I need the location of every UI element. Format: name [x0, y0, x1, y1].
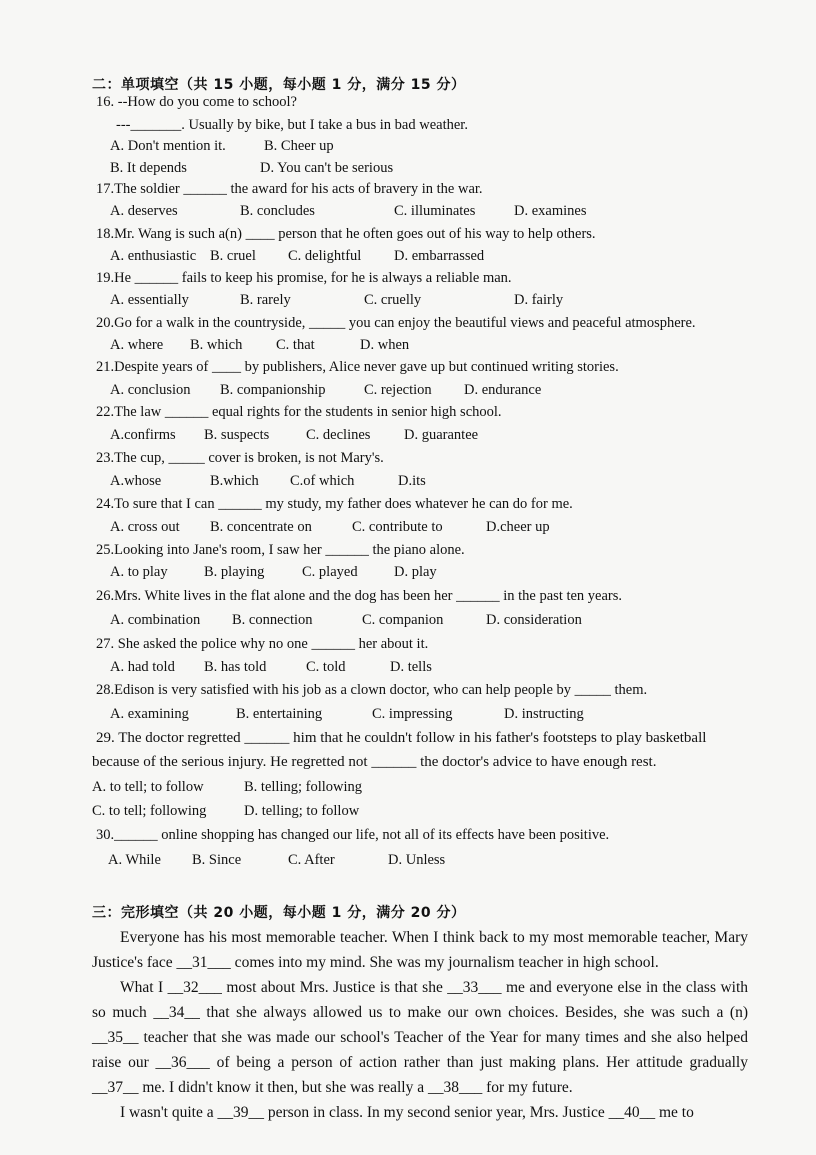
paragraph-text: What I __32___ most about Mrs. Justice is that she __33___ me and everyone else in the class with so much __34__ that she always allowed us to make our own choices. Besides, she was such a (n) __35__ teacher that she was made our school's Teacher of the Year for many times and she also helped raise our __36___ of being a person of action rather than just making plans. Her attitude gradually __37__ me. I didn't know it then, but she was really a __38___ for my future. — [92, 979, 748, 1096]
option-b: B. has told — [204, 659, 267, 675]
option-a: A. essentially — [110, 292, 189, 308]
option-d: D. telling; to follow — [244, 803, 360, 819]
option-d: D. tells — [390, 659, 432, 675]
option-c: C. contribute to — [352, 519, 443, 535]
option-d: D. instructing — [504, 706, 584, 722]
option-a: A. had told — [110, 659, 175, 675]
question-stem: 16. --How do you come to school? — [96, 94, 297, 110]
option-a: A. to play — [110, 564, 168, 580]
option-a: A. where — [110, 337, 164, 353]
question-stem: 26.Mrs. White lives in the flat alone and the dog has been her ______ in the past ten years. — [96, 588, 623, 604]
option-a: A. cross out — [110, 519, 180, 535]
option-d: D. play — [394, 564, 437, 580]
option-c: B. It depends — [110, 160, 187, 176]
question-stem: 19.He ______ fails to keep his promise, for he is always a reliable man. — [96, 270, 512, 286]
option-a: A. enthusiastic — [110, 248, 197, 264]
option-d: D.its — [398, 473, 426, 489]
question-stem: 21.Despite years of ____ by publishers, Alice never gave up but continued writing stories. — [96, 359, 619, 375]
option-a: A. Don't mention it. — [110, 138, 226, 154]
option-d: D.cheer up — [486, 519, 550, 535]
option-a: A. combination — [110, 612, 201, 628]
option-d: D. when — [360, 337, 410, 353]
question-stem: 29. The doctor regretted ______ him that he couldn't follow in his father's footsteps to play basketball — [96, 730, 707, 746]
option-a: A. examining — [110, 706, 189, 722]
cloze-paragraph — [92, 925, 748, 975]
option-a: A. to tell; to follow — [92, 779, 204, 795]
option-d: D. You can't be serious — [260, 160, 394, 176]
option-b: B. concludes — [240, 203, 315, 219]
option-a: A.whose — [110, 473, 162, 489]
option-b: B. rarely — [240, 292, 291, 308]
option-a: A.confirms — [110, 427, 176, 443]
section-title: 二：单项填空（共 15 小题，每小题 1 分，满分 15 分） — [92, 77, 466, 93]
option-d: D. consideration — [486, 612, 582, 628]
option-c: C. declines — [306, 427, 371, 443]
option-d: D. Unless — [388, 852, 446, 868]
question-stem: 24.To sure that I can ______ my study, my father does whatever he can do for me. — [96, 496, 573, 512]
option-b: B. suspects — [204, 427, 270, 443]
option-b: B. Since — [192, 852, 242, 868]
section-title: 三：完形填空（共 20 小题，每小题 1 分，满分 20 分） — [92, 905, 466, 921]
question-stem: 28.Edison is very satisfied with his job as a clown doctor, who can help people by _____ them. — [96, 682, 648, 698]
option-b: B. telling; following — [244, 779, 363, 795]
option-b: B. playing — [204, 564, 265, 580]
option-c: C. rejection — [364, 382, 432, 398]
question-stem: 23.The cup, _____ cover is broken, is not Mary's. — [96, 450, 384, 466]
option-a: A. conclusion — [110, 382, 191, 398]
option-c: C. companion — [362, 612, 444, 628]
question-stem: 27. She asked the police why no one ______ her about it. — [96, 636, 429, 652]
option-c: C. cruelly — [364, 292, 422, 308]
option-d: D. examines — [514, 203, 587, 219]
option-c: C. delightful — [288, 248, 362, 264]
option-c: C.of which — [290, 473, 355, 489]
question-line: ---_______. Usually by bike, but I take a bus in bad weather. — [116, 117, 468, 133]
question-stem: 18.Mr. Wang is such a(n) ____ person that he often goes out of his way to help others. — [96, 226, 596, 242]
option-b: B. companionship — [220, 382, 326, 398]
question-stem: 22.The law ______ equal rights for the students in senior high school. — [96, 404, 502, 420]
paragraph-text: Everyone has his most memorable teacher. When I think back to my most memorable teacher, Mary Justice's face __31___ comes into my mind. She was my journalism teacher in high school. — [92, 929, 748, 971]
option-d: D. fairly — [514, 292, 564, 308]
question-stem: 25.Looking into Jane's room, I saw her ______ the piano alone. — [96, 542, 465, 558]
cloze-paragraph — [92, 1100, 748, 1125]
question-stem: 30.______ online shopping has changed our life, not all of its effects have been positive. — [96, 827, 610, 843]
option-c: C. illuminates — [394, 203, 476, 219]
option-d: D. guarantee — [404, 427, 479, 443]
option-b: B. entertaining — [236, 706, 323, 722]
paragraph-text: I wasn't quite a __39__ person in class. In my second senior year, Mrs. Justice __40__ me to — [120, 1104, 694, 1121]
option-a: A. While — [108, 852, 161, 868]
option-c: C. impressing — [372, 706, 453, 722]
option-c: C. After — [288, 852, 335, 868]
option-d: D. embarrassed — [394, 248, 485, 264]
question-stem: 17.The soldier ______ the award for his acts of bravery in the war. — [96, 181, 483, 197]
option-b: B. concentrate on — [210, 519, 312, 535]
cloze-paragraph — [92, 975, 748, 1100]
option-c: C. that — [276, 337, 315, 353]
option-b: B. connection — [232, 612, 313, 628]
option-a: A. deserves — [110, 203, 178, 219]
option-d: D. endurance — [464, 382, 542, 398]
option-b: B. which — [190, 337, 243, 353]
option-c: C. played — [302, 564, 358, 580]
question-stem: 20.Go for a walk in the countryside, _____ you can enjoy the beautiful views and peaceful atmosphere. — [96, 315, 696, 331]
option-c: C. to tell; following — [92, 803, 207, 819]
option-b: B. cruel — [210, 248, 256, 264]
option-c: C. told — [306, 659, 346, 675]
option-b: B. Cheer up — [264, 138, 334, 154]
question-line: because of the serious injury. He regretted not ______ the doctor's advice to have enough rest. — [92, 754, 657, 770]
option-b: B.which — [210, 473, 259, 489]
